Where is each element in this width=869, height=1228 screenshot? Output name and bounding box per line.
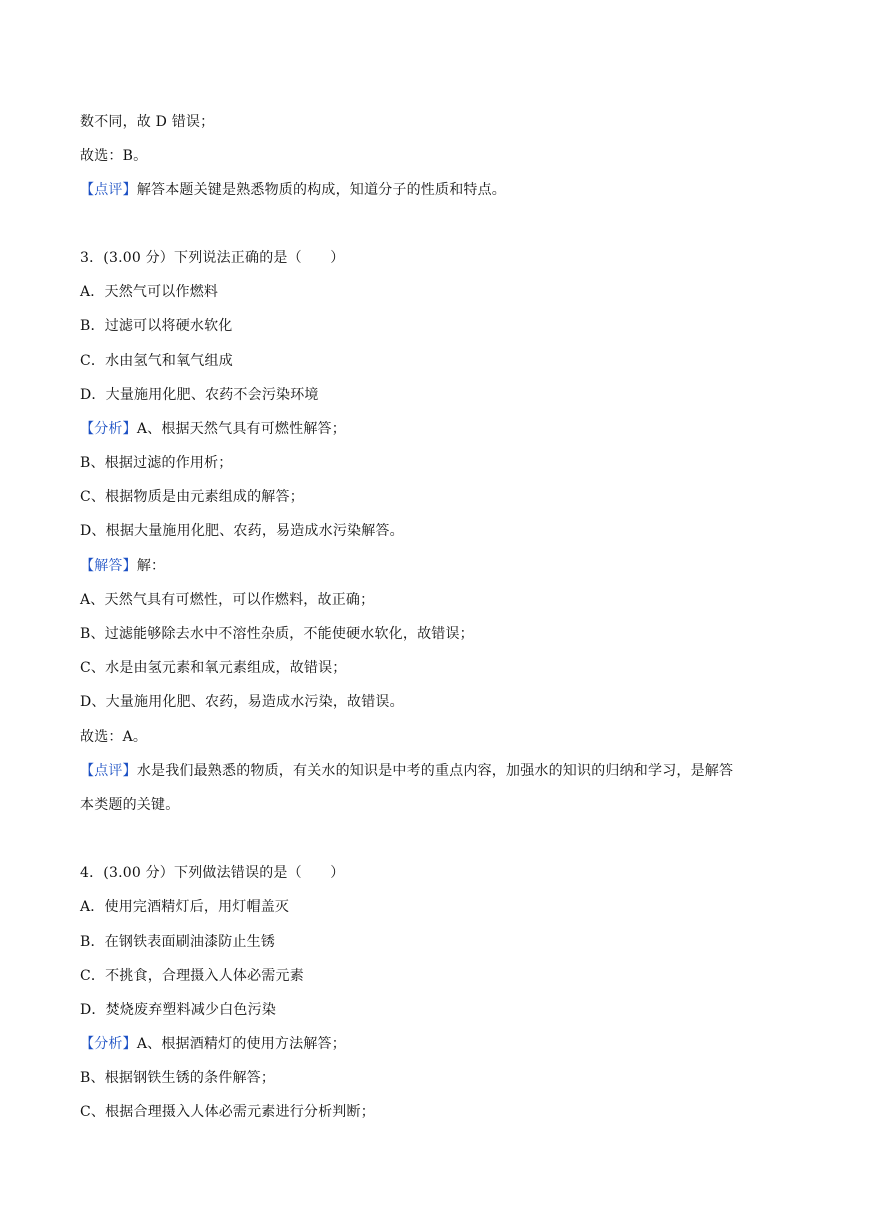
- option-c: C．不挑食，合理摄入人体必需元素: [80, 968, 304, 984]
- analysis-line: C、根据合理摄入人体必需元素进行分析判断；: [80, 1104, 375, 1120]
- option-d: D．大量施用化肥、农药不会污染环境: [80, 387, 319, 403]
- answer-text: 解：: [136, 558, 166, 574]
- analysis-tag: 【分析】: [80, 1036, 137, 1052]
- comment-line: 本类题的关键。: [80, 797, 180, 813]
- option-c: C．水由氢气和氧气组成: [80, 353, 233, 369]
- answer-tag: 【解答】: [80, 558, 137, 574]
- comment-text: 水是我们最熟悉的物质，有关水的知识是中考的重点内容，加强水的知识的归纳和学习，是解答: [136, 763, 734, 779]
- analysis-line: B、根据钢铁生锈的条件解答；: [80, 1070, 276, 1086]
- question-stem: 4．(3.00 分）下列做法错误的是（ ）: [80, 865, 345, 881]
- text-line: 故选：B。: [80, 148, 148, 164]
- option-b: B．在钢铁表面刷油漆防止生锈: [80, 934, 276, 950]
- analysis-text: A、根据天然气具有可燃性解答；: [136, 421, 346, 437]
- analysis-tag: 【分析】: [80, 421, 137, 437]
- option-a: A．使用完酒精灯后，用灯帽盖灭: [80, 899, 290, 915]
- answer-line: A、天然气具有可燃性，可以作燃料，故正确；: [80, 592, 375, 608]
- comment-text: 解答本题关键是熟悉物质的构成，知道分子的性质和特点。: [136, 182, 507, 198]
- analysis-line: [80, 1035, 346, 1053]
- comment-line: [80, 762, 733, 780]
- analysis-line: D、根据大量施用化肥、农药，易造成水污染解答。: [80, 523, 404, 539]
- choice-line: 故选：A。: [80, 729, 148, 745]
- answer-line: B、过滤能够除去水中不溶性杂质，不能使硬水软化，故错误；: [80, 626, 474, 642]
- analysis-text: A、根据酒精灯的使用方法解答；: [136, 1036, 346, 1052]
- comment-line: [80, 181, 506, 199]
- option-b: B．过滤可以将硬水软化: [80, 318, 233, 334]
- answer-line: D、大量施用化肥、农药，易造成水污染，故错误。: [80, 694, 404, 710]
- analysis-line: [80, 420, 346, 438]
- answer-line: [80, 557, 165, 575]
- answer-line: C、水是由氢元素和氧元素组成，故错误；: [80, 660, 347, 676]
- analysis-line: C、根据物质是由元素组成的解答；: [80, 489, 304, 505]
- text-line: 数不同，故 D 错误；: [80, 114, 215, 130]
- option-a: A．天然气可以作燃料: [80, 284, 219, 300]
- comment-tag: 【点评】: [80, 763, 137, 779]
- option-d: D．焚烧废弃塑料减少白色污染: [80, 1002, 277, 1018]
- comment-tag: 【点评】: [80, 182, 137, 198]
- question-stem: 3．(3.00 分）下列说法正确的是（ ）: [80, 250, 345, 266]
- analysis-line: B、根据过滤的作用析；: [80, 455, 233, 471]
